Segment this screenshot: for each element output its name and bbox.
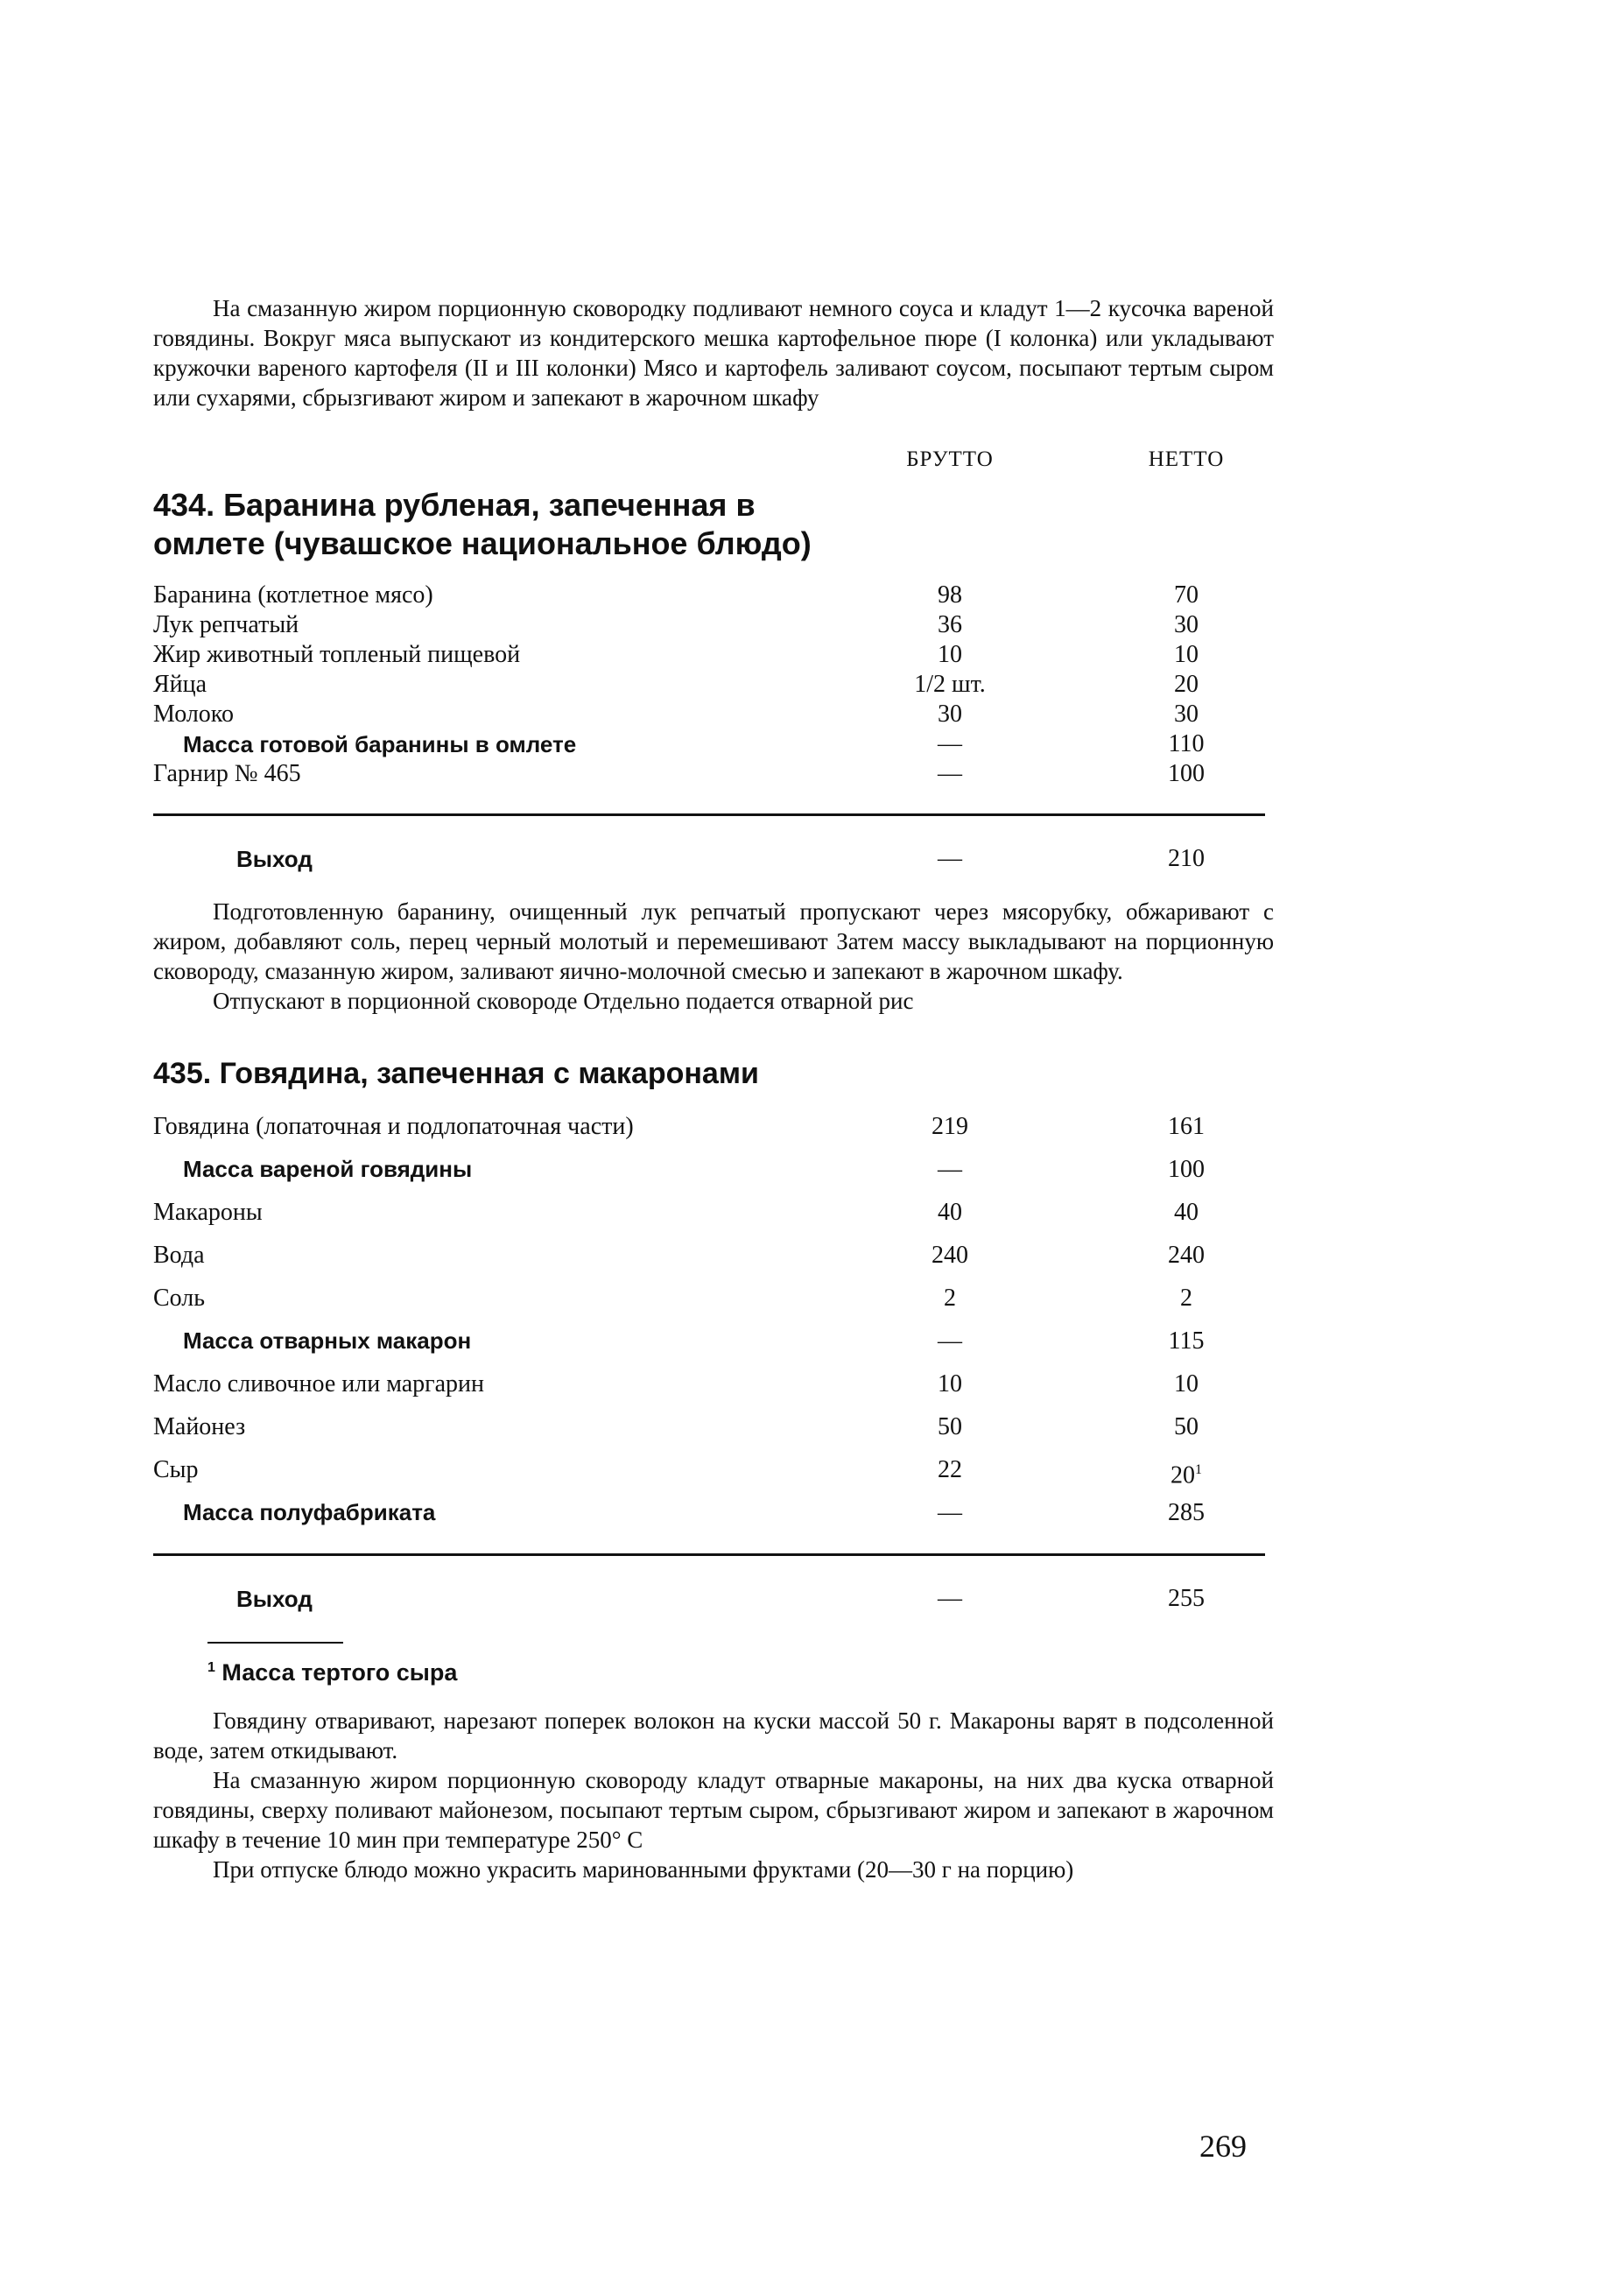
ingredient-name: Молоко xyxy=(153,701,234,728)
brutto-value: — xyxy=(938,1499,962,1526)
recipe-434-method: Подготовленную баранину, очищенный лук репчатый пропускают через мясорубку, обжаривают с жиром, добавляют соль, перец черный молотый и перемешивают Затем массу выкладывают на порционную сковороду, смазанную жиром, заливают яично-молочной смесью и запекают в жарочном шкафу. xyxy=(153,898,1274,984)
footnote-text: Масса тертого сыра xyxy=(221,1659,458,1686)
table-divider xyxy=(153,813,1265,816)
table-row xyxy=(153,1148,1274,1191)
ingredient-name: Макароны xyxy=(153,1199,263,1226)
footnote-marker: 1 xyxy=(1195,1462,1202,1477)
brutto-value: 98 xyxy=(938,581,962,609)
table-row xyxy=(153,1405,1274,1448)
brutto-value: 40 xyxy=(938,1199,962,1226)
netto-value: 70 xyxy=(1174,581,1199,609)
ingredient-name: Масса полуфабриката xyxy=(183,1499,436,1525)
table-divider xyxy=(153,1553,1265,1556)
brutto-value: — xyxy=(938,760,962,787)
output-brutto: — xyxy=(938,845,962,872)
brutto-header: БРУТТО xyxy=(906,447,994,471)
brutto-value: 10 xyxy=(938,1370,962,1397)
netto-value: 30 xyxy=(1174,701,1199,728)
footnote-rule xyxy=(207,1642,343,1644)
recipe-434-title: 434. Баранина рубленая, запеченная в омлете (чувашское национальное блюдо) xyxy=(153,487,812,561)
table-row xyxy=(153,640,1274,670)
ingredient-name: Сыр xyxy=(153,1456,199,1483)
netto-value xyxy=(1107,1448,1265,1496)
brutto-value: — xyxy=(938,1156,962,1183)
ingredient-name: Майонез xyxy=(153,1413,246,1440)
brutto-value: 36 xyxy=(938,611,962,638)
netto-value: 20 xyxy=(1174,671,1199,698)
recipe-435-table xyxy=(153,1105,1274,1534)
recipe-434-output xyxy=(153,837,1274,881)
ingredient-name: Соль xyxy=(153,1285,206,1312)
recipe-435-title: 435. Говядина, запеченная с макаронами xyxy=(153,1057,759,1090)
brutto-value: — xyxy=(938,1327,962,1355)
table-row xyxy=(153,1448,1274,1491)
ingredient-name: Масса вареной говядины xyxy=(183,1156,473,1182)
brutto-value: 240 xyxy=(932,1242,968,1269)
netto-value: 50 xyxy=(1174,1413,1199,1440)
table-row xyxy=(153,700,1274,729)
output-label: Выход xyxy=(236,846,313,872)
brutto-value: 30 xyxy=(938,701,962,728)
output-netto: 255 xyxy=(1168,1585,1205,1612)
page-content xyxy=(153,293,1274,1884)
ingredient-name: Яйца xyxy=(153,671,207,698)
netto-value: 110 xyxy=(1168,730,1205,757)
footnote-marker: 1 xyxy=(207,1660,215,1675)
brutto-value: 10 xyxy=(938,641,962,668)
netto-value: 161 xyxy=(1168,1113,1205,1140)
brutto-value: 50 xyxy=(938,1413,962,1440)
netto-value: 2 xyxy=(1180,1285,1192,1312)
table-row xyxy=(153,1191,1274,1234)
ingredient-name: Говядина (лопаточная и подлопаточная части) xyxy=(153,1113,634,1140)
netto-value: 10 xyxy=(1174,1370,1199,1397)
table-row xyxy=(153,610,1274,640)
column-headers xyxy=(153,447,1274,486)
netto-header: НЕТТО xyxy=(1148,447,1225,471)
recipe-435-method: Говядину отваривают, нарезают поперек волокон на куски массой 50 г. Макароны варят в подсоленной воде, затем откидывают. xyxy=(153,1707,1274,1764)
page-number: 269 xyxy=(1199,2129,1247,2164)
table-row xyxy=(153,759,1274,789)
ingredient-name: Жир животный топленый пищевой xyxy=(153,641,521,668)
recipe-435-output xyxy=(153,1577,1274,1621)
ingredient-name: Масса готовой баранины в омлете xyxy=(183,731,577,757)
brutto-value: — xyxy=(938,730,962,757)
table-row xyxy=(153,581,1274,610)
recipe-434-table xyxy=(153,581,1274,789)
netto-value: 115 xyxy=(1168,1327,1205,1355)
footnote xyxy=(207,1652,1274,1688)
ingredient-name: Вода xyxy=(153,1242,205,1269)
ingredient-name: Гарнир № 465 xyxy=(153,760,301,787)
netto-value: 10 xyxy=(1174,641,1199,668)
brutto-value: 2 xyxy=(944,1285,956,1312)
table-row xyxy=(153,1320,1274,1362)
ingredient-name: Масло сливочное или маргарин xyxy=(153,1370,485,1397)
intro-paragraph: На смазанную жиром порционную сковородку подливают немного соуса и кладут 1—2 кусочка вареной говядины. Вокруг мяса выпускают из кондитерского мешка картофельное пюре (I колонка) или укладывают кружочки вареного картофеля (II и III колонки) Мясо и картофель заливают соусом, посыпают тертым сыром или сухарями, сбрызгивают жиром и запекают в жарочном шкафу xyxy=(153,295,1274,411)
brutto-value: 22 xyxy=(938,1456,962,1483)
brutto-value: 219 xyxy=(932,1113,968,1140)
netto-value: 100 xyxy=(1168,1156,1205,1183)
recipe-434-serving: Отпускают в порционной сковороде Отдельно подается отварной рис xyxy=(213,988,914,1014)
brutto-value: 1/2 шт. xyxy=(914,671,986,698)
recipe-435-baking: На смазанную жиром порционную сковороду кладут отварные макароны, на них два куска отварной говядины, сверху поливают майонезом, посыпают тертым сыром, сбрызгивают жиром и запекают в жарочном шкафу в течение 10 мин при температуре 250° С xyxy=(153,1767,1274,1853)
table-row xyxy=(153,670,1274,700)
output-brutto: — xyxy=(938,1585,962,1612)
table-row xyxy=(153,1491,1274,1534)
table-row xyxy=(153,729,1274,759)
table-row xyxy=(153,1234,1274,1277)
ingredient-name: Лук репчатый xyxy=(153,611,299,638)
netto-number: 20 xyxy=(1171,1461,1195,1489)
table-row xyxy=(153,1277,1274,1320)
table-row xyxy=(153,1362,1274,1405)
table-row xyxy=(153,1105,1274,1148)
ingredient-name: Баранина (котлетное мясо) xyxy=(153,581,433,609)
output-netto: 210 xyxy=(1168,845,1205,872)
netto-value: 285 xyxy=(1168,1499,1205,1526)
netto-value: 100 xyxy=(1168,760,1205,787)
recipe-435-serving: При отпуске блюдо можно украсить маринованными фруктами (20—30 г на порцию) xyxy=(213,1856,1074,1883)
netto-value: 40 xyxy=(1174,1199,1199,1226)
netto-value: 240 xyxy=(1168,1242,1205,1269)
ingredient-name: Масса отварных макарон xyxy=(183,1327,472,1354)
output-label: Выход xyxy=(236,1586,313,1612)
netto-value: 30 xyxy=(1174,611,1199,638)
